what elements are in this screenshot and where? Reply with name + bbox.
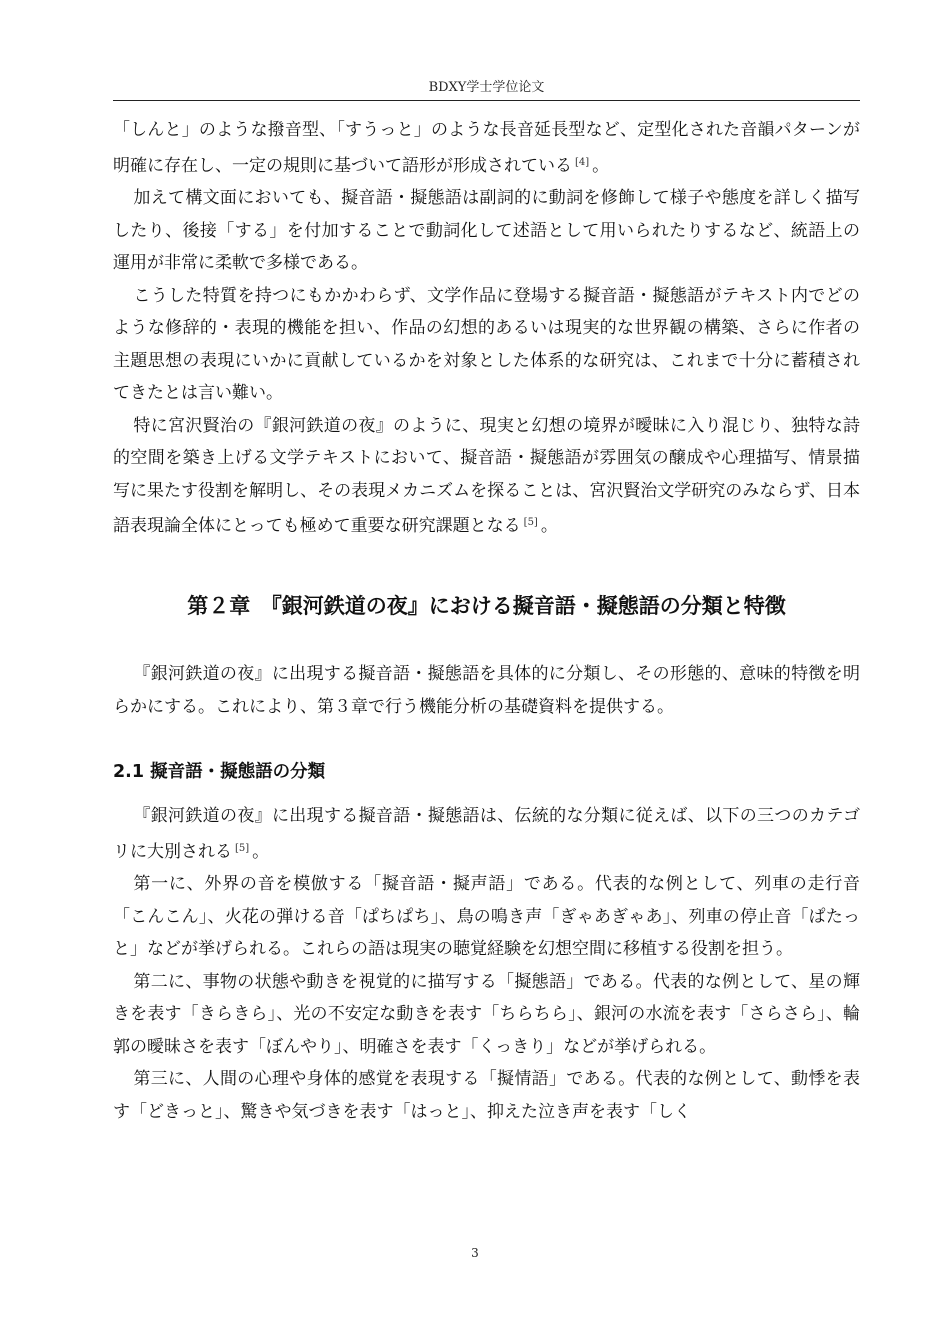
- paragraph: 『銀河鉄道の夜』に出現する擬音語・擬態語を具体的に分類し、その形態的、意味的特徴を明らかにする。これにより、第３章で行う機能分析の基礎資料を提供する。: [113, 664, 860, 717]
- paragraph-end: 。: [540, 516, 558, 536]
- chapter-intro-block: [113, 658, 860, 723]
- intro-text-block: [113, 114, 860, 543]
- paragraph: こうした特質を持つにもかかわらず、文学作品に登場する擬音語・擬態語がテキスト内でどのような修辞的・表現的機能を担い、作品の幻想的あるいは現実的な世界観の構築、さらに作者の主題思想の表現にいかに貢献しているかを対象とした体系的な研究は、これまで十分に蓄積されてきたとは言い難い。: [113, 285, 860, 403]
- paragraph-end: 。: [592, 155, 610, 176]
- citation-ref: [5]: [523, 517, 538, 528]
- citation-ref: [4]: [575, 156, 590, 168]
- section-text-block: [113, 800, 860, 1128]
- citation-ref: [5]: [235, 842, 250, 854]
- paragraph-end: 。: [252, 841, 270, 862]
- paragraph: [113, 800, 860, 868]
- running-header: BDXY学士学位论文: [428, 80, 545, 95]
- chapter-heading: 第２章 『銀河鉄道の夜』における擬音語・擬態語の分類と特徴: [187, 594, 786, 618]
- paragraph: 第三に、人間の心理や身体的感覚を表現する「擬情語」である。代表的な例として、動悸を表す「どきっと」、驚きや気づきを表す「はっと」、抑えた泣き声を表す「しく: [113, 1069, 860, 1122]
- paragraph: [113, 410, 860, 543]
- paragraph: [113, 114, 860, 182]
- paragraph-text: 『銀河鉄道の夜』に出現する擬音語・擬態語は、伝統的な分類に従えば、以下の三つのカテゴリに大別される: [113, 806, 860, 862]
- header-divider: [113, 100, 860, 101]
- paragraph-text: 特に宮沢賢治の『銀河鉄道の夜』のように、現実と幻想の境界が曖昧に入り混じり、独特な詩的空間を築き上げる文学テキストにおいて、擬音語・擬態語が雰囲気の醸成や心理描写、情景描写に果たす役割を解明し、その表現メカニズムを探ることは、宮沢賢治文学研究のみならず、日本語表現論全体にとっても極めて重要な研究課題となる: [113, 415, 860, 536]
- paragraph-text: 「しんと」のような撥音型、「すうっと」のような長音延長型など、定型化された音韻パターンが明確に存在し、一定の規則に基づいて語形が形成されている: [113, 120, 860, 176]
- paragraph: 第二に、事物の状態や動きを視覚的に描写する「擬態語」である。代表的な例として、星の輝きを表す「きらきら」、光の不安定な動きを表す「ちらちら」、銀河の水流を表す「さらさら」、輪郭の曖昧さを表す「ぼんやり」、明確さを表す「くっきり」などが挙げられる。: [113, 971, 860, 1057]
- page-number: 3: [471, 1246, 479, 1260]
- paragraph: 第一に、外界の音を模倣する「擬音語・擬声語」である。代表的な例として、列車の走行音「こんこん」、火花の弾ける音「ぱちぱち」、鳥の鳴き声「ぎゃあぎゃあ」、列車の停止音「ぱたっと」などが挙げられる。これらの語は現実の聴覚経験を幻想空間に移植する役割を担う。: [113, 874, 860, 959]
- paragraph: 加えて構文面においても、擬音語・擬態語は副詞的に動詞を修飾して様子や態度を詳しく描写したり、後接「する」を付加することで動詞化して述語として用いられたりするなど、統語上の運用が非常に柔軟で多様である。: [113, 188, 860, 273]
- section-heading: 2.1 擬音語・擬態語の分類: [113, 762, 326, 782]
